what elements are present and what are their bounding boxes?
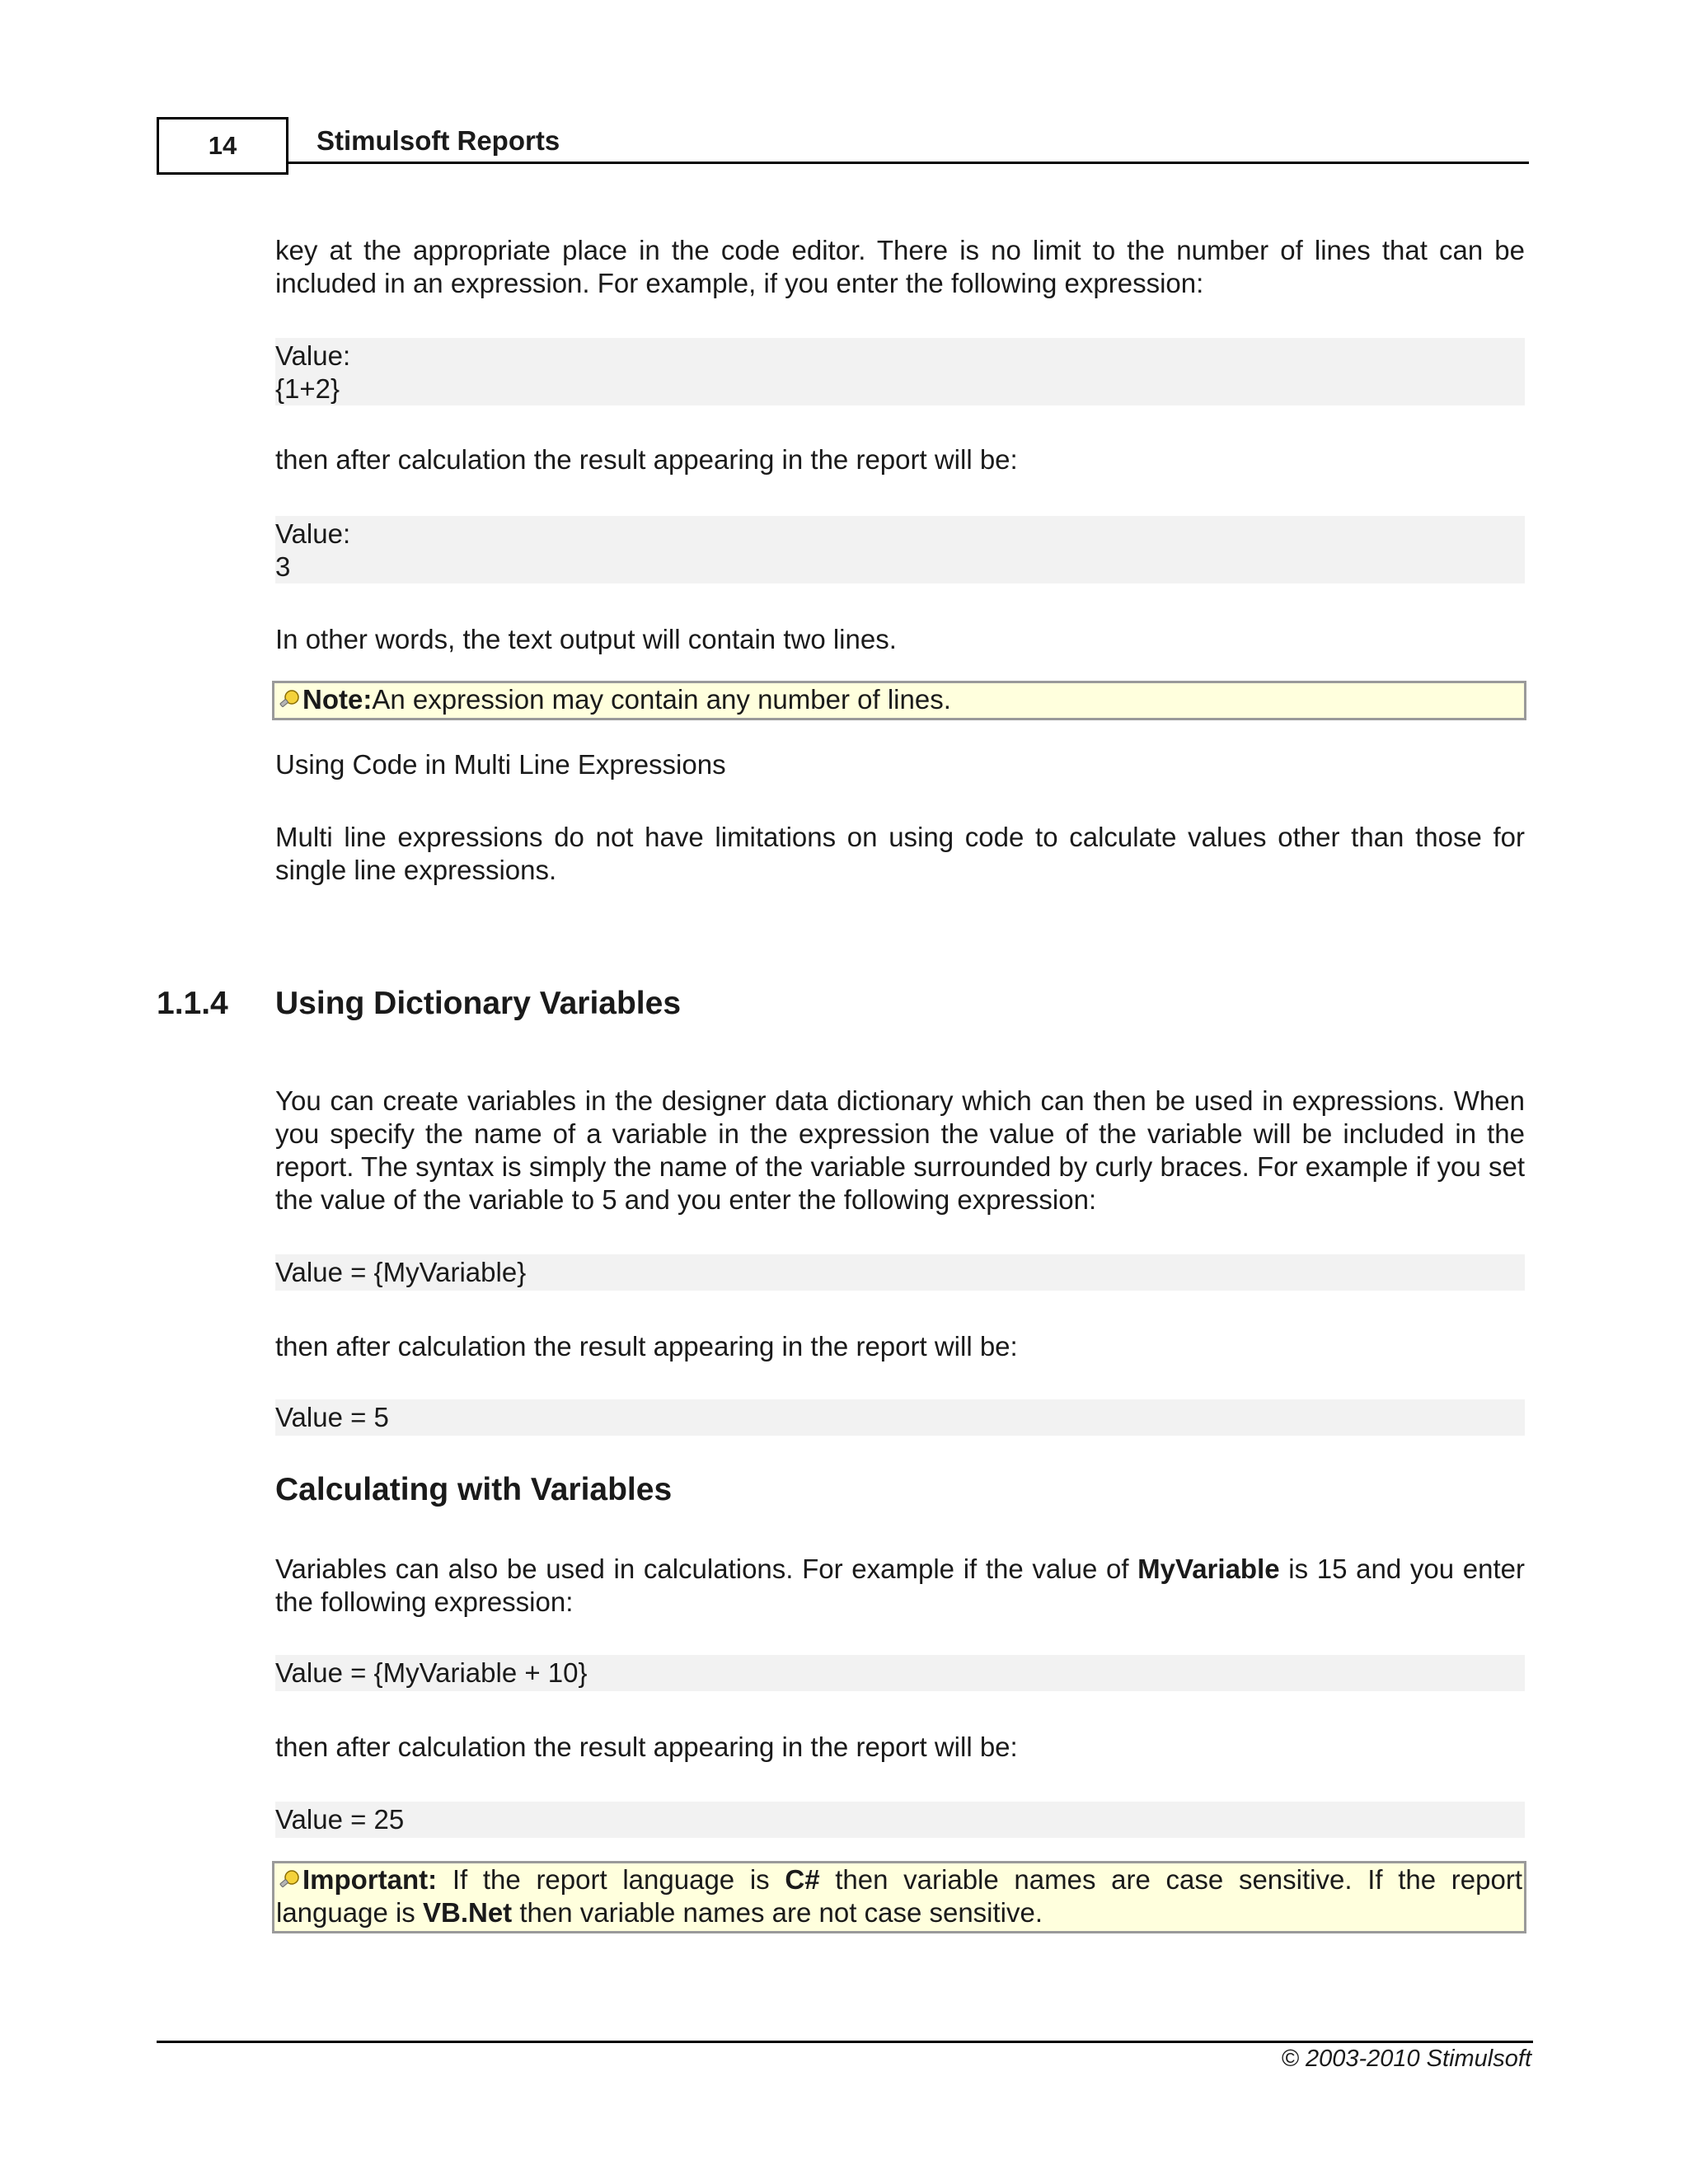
code-line: Value: bbox=[275, 518, 351, 549]
code-line: 3 bbox=[275, 551, 291, 582]
language-name: C# bbox=[785, 1864, 820, 1895]
footer-divider bbox=[157, 2041, 1533, 2043]
code-line: Value: bbox=[275, 340, 351, 371]
code-line: Value = {MyVariable} bbox=[275, 1257, 527, 1287]
body-paragraph: Using Code in Multi Line Expressions bbox=[275, 749, 726, 780]
code-line: {1+2} bbox=[275, 373, 340, 404]
code-line: Value = {MyVariable + 10} bbox=[275, 1657, 588, 1688]
variable-name: MyVariable bbox=[1137, 1554, 1280, 1584]
code-block bbox=[275, 1399, 1525, 1436]
code-block bbox=[275, 1655, 1525, 1691]
important-callout bbox=[272, 1861, 1526, 1933]
important-label: Important: bbox=[302, 1864, 438, 1895]
body-paragraph bbox=[275, 1553, 1525, 1619]
section-title: Using Dictionary Variables bbox=[275, 986, 682, 1021]
note-label: Note: bbox=[302, 684, 373, 715]
text-run: then variable names are case sensitive. If the report language is bbox=[276, 1864, 1523, 1928]
text-run: Variables can also be used in calculations. For example if the value of bbox=[275, 1554, 1138, 1584]
page-number: 14 bbox=[157, 117, 288, 175]
body-paragraph: In other words, the text output will contain two lines. bbox=[275, 624, 897, 654]
code-block bbox=[275, 1802, 1525, 1838]
language-name: VB.Net bbox=[422, 1897, 513, 1928]
text-run: If the report language is bbox=[437, 1864, 785, 1895]
body-paragraph: You can create variables in the designer data dictionary which can then be used in expressions. When you specify the name of a variable in the expression the value of the variable will be included in the report. The syntax is simply the name of the variable surrounded by curly braces. For example if you set the value of the variable to 5 and you enter the following expression: bbox=[275, 1085, 1525, 1215]
section-number: 1.1.4 bbox=[157, 986, 228, 1021]
note-text: An expression may contain any number of lines. bbox=[372, 684, 951, 715]
note-callout bbox=[272, 681, 1526, 720]
document-title: Stimulsoft Reports bbox=[316, 125, 560, 156]
body-paragraph: then after calculation the result appearing in the report will be: bbox=[275, 444, 1018, 475]
subsection-title: Calculating with Variables bbox=[275, 1472, 673, 1507]
header-divider bbox=[288, 162, 1529, 164]
text-run: is 15 and you enter the following expression: bbox=[275, 1554, 1525, 1617]
text-run: then variable names are not case sensitive. bbox=[512, 1897, 1043, 1928]
lightbulb-icon bbox=[276, 689, 301, 710]
code-line: Value = 25 bbox=[275, 1804, 405, 1835]
copyright: © 2003-2010 Stimulsoft bbox=[1281, 2046, 1531, 2072]
intro-paragraph: key at the appropriate place in the code editor. There is no limit to the number of lines that can be included in an expression. For example, if you enter the following expression: bbox=[275, 235, 1525, 298]
code-line: Value = 5 bbox=[275, 1402, 389, 1432]
code-block bbox=[275, 338, 1525, 405]
lightbulb-icon bbox=[276, 1869, 301, 1891]
body-paragraph: then after calculation the result appearing in the report will be: bbox=[275, 1331, 1018, 1361]
body-paragraph: Multi line expressions do not have limitations on using code to calculate values other than those for single line expressions. bbox=[275, 822, 1525, 885]
code-block bbox=[275, 1254, 1525, 1291]
body-paragraph: then after calculation the result appearing in the report will be: bbox=[275, 1732, 1018, 1762]
code-block bbox=[275, 516, 1525, 583]
